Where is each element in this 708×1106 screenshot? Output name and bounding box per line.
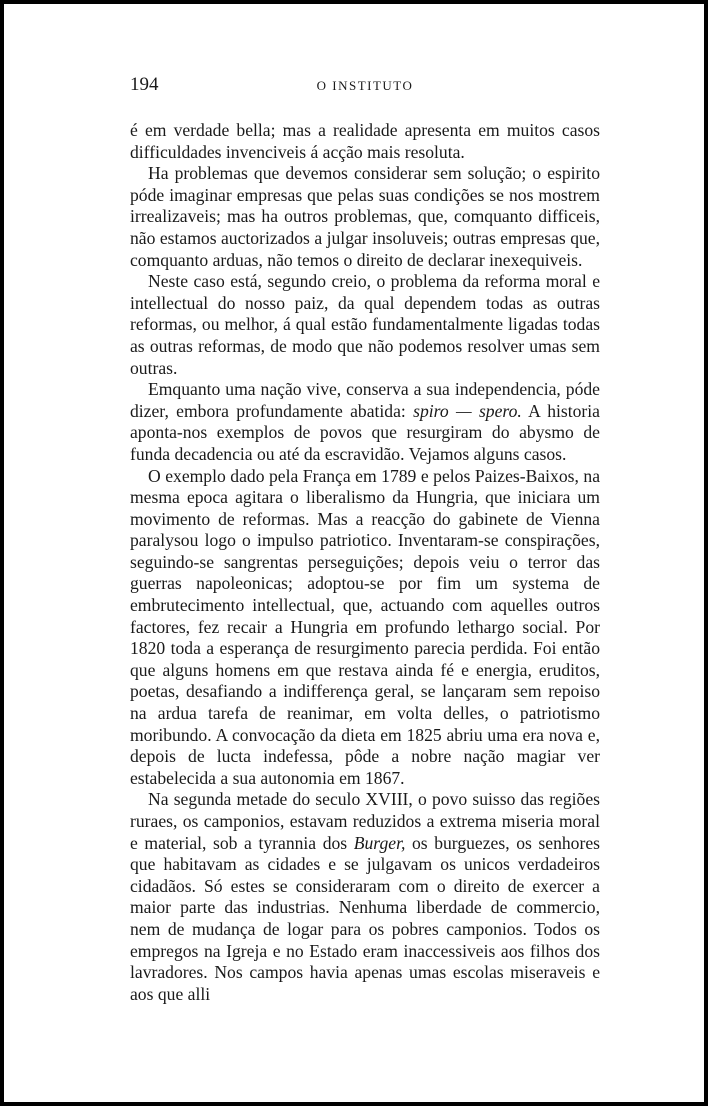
paragraph-6-italic: Burger,	[353, 832, 406, 853]
body-text	[130, 120, 600, 1005]
paragraph-1: é em verdade bella; mas a realidade apresenta em muitos casos difficuldades invenciveis á acção mais resoluta.	[130, 120, 600, 162]
paragraph-4-italic: spiro — spero.	[413, 400, 522, 421]
paragraph-5: O exemplo dado pela França em 1789 e pelos Paizes-Baixos, na mesma epoca agitara o liberalismo da Hungria, que iniciara um movimento de reformas. Mas a reacção do gabinete de Vienna paralysou logo o impulso patriotico. Inventaram-se conspirações, seguindo-se sangrentas perseguições; depois veiu o terror das guerras napoleonicas; adoptou-se por fim um systema de embrutecimento intellectual, que, actuando com aquelles outros factores, fez recair a Hungria em profundo lethargo social. Por 1820 toda a esperança de resurgimento parecia perdida. Foi então que alguns homens em que restava ainda fé e energia, eruditos, poetas, desafiando a indifferença geral, se lançaram sem repoiso na ardua tarefa de reanimar, em volta delles, o patriotismo moribundo. A convocação da dieta em 1825 abriu uma era nova e, depois de lucta indefessa, pôde a nobre nação magiar ver estabelecida a sua autonomia em 1867.	[130, 465, 600, 788]
paragraph-4-text-after: A historia aponta-nos exemplos de povos que resurgiram do abysmo de funda decadencia ou até da escravidão. Vejamos alguns casos.	[130, 400, 600, 464]
book-page	[130, 74, 600, 1005]
paragraph-2: Ha problemas que devemos considerar sem solução; o espirito póde imaginar empresas que pelas suas condições se nos mostrem irrealizaveis; mas ha outros problemas, que, comquanto difficeis, não estamos auctorizados a julgar insoluveis; outras empresas que, comquanto arduas, não temos o direito de declarar inexequiveis.	[130, 163, 600, 270]
paragraph-6-text-after: os burguezes, os senhores que habitavam as cidades e se julgavam os unicos verdadeiros cidadãos. Só estes se consideraram com o direito de exercer a maior parte das industrias. Nenhuma liberdade de commercio, nem de mudança de logar para os pobres camponios. Todos os empregos na Igreja e no Estado eram inaccessiveis aos filhos dos lavradores. Nos campos havia apenas umas escolas miseraveis e aos que alli	[130, 832, 600, 1004]
paragraph-6	[130, 789, 600, 1005]
paragraph-4-text-before: Emquanto uma nação vive, conserva a sua independencia, póde dizer, embora profundamente abatida:	[130, 379, 600, 421]
page-header	[130, 74, 600, 100]
paragraph-4	[130, 379, 600, 465]
page-number: 194	[130, 74, 159, 95]
paragraph-6-text-before: Na segunda metade do seculo XVIII, o povo suisso das regiões ruraes, os camponios, estavam reduzidos a extrema miseria moral e material, sob a tyrannia dos	[130, 789, 600, 853]
paragraph-3: Neste caso está, segundo creio, o problema da reforma moral e intellectual do nosso paiz, da qual dependem todas as outras reformas, ou melhor, á qual estão fundamentalmente ligadas todas as outras reformas, de modo que não podemos resolver umas sem outras.	[130, 271, 600, 378]
running-title: O INSTITUTO	[316, 78, 414, 93]
